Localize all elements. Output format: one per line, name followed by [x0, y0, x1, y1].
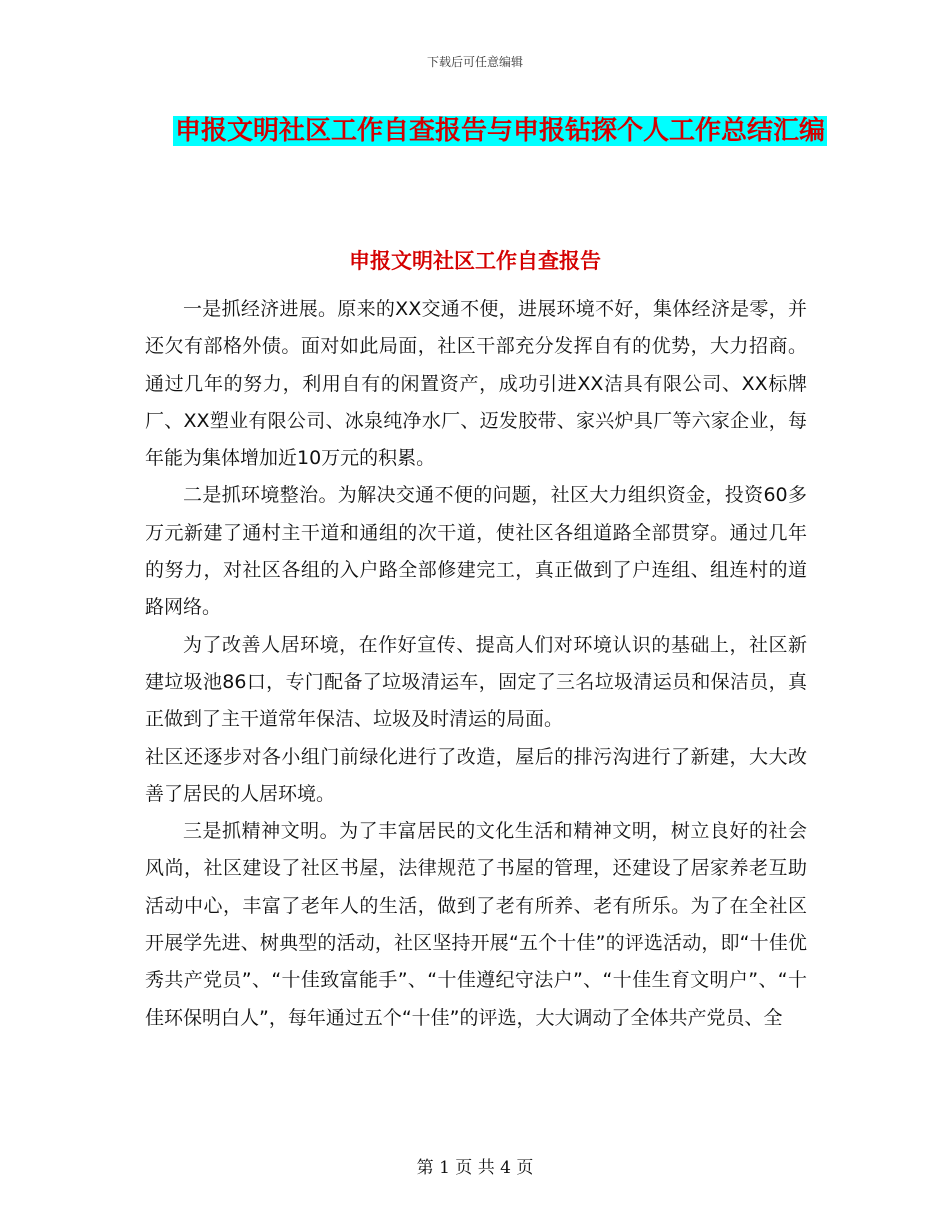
page-header-note: 下载后可任意编辑 [426, 55, 523, 69]
paragraph-economy: 一是抓经济进展。原来的XX交通不便，进展环境不好，集体经济是零，并还欠有部格外债。面对如此局面，社区干部充分发挥自有的优势，大力招商。通过几年的努力，利用自有的闲置资产，成功引进XX洁具有限公司、XX标牌厂、XX塑业有限公司、冰泉纯净水厂、迈发胶带、家兴炉具厂等六家企业，每年能为集体增加近10万元的积累。 [145, 298, 807, 470]
document-body [145, 291, 807, 1037]
paragraph-greening: 社区还逐步对各小组门前绿化进行了改造，屋后的排污沟进行了新建，大大改善了居民的人居环境。 [145, 745, 807, 805]
page-number-footer: 第 1 页 共 4 页 [416, 1158, 534, 1178]
document-title [150, 108, 850, 154]
paragraph-spiritual-civilization: 三是抓精神文明。为了丰富居民的文化生活和精神文明，树立良好的社会风尚，社区建设了社区书屋，法律规范了书屋的管理，还建设了居家养老互助活动中心，丰富了老年人的生活，做到了老有所养、老有所乐。为了在全社区开展学先进、树典型的活动，社区坚持开展“五个十佳”的评选活动，即“十佳优秀共产党员”、“十佳致富能手”、“十佳遵纪守法户”、“十佳生育文明户”、“十佳环保明白人”，每年通过五个“十佳”的评选，大大调动了全体共产党员、全 [145, 820, 807, 1029]
section-title: 申报文明社区工作自查报告 [349, 249, 601, 273]
paragraph-environment: 二是抓环境整治。为解决交通不便的问题，社区大力组织资金，投资60多万元新建了通村主干道和通组的次干道，使社区各组道路全部贯穿。通过几年的努力，对社区各组的入户路全部修建完工，真正做到了户连组、组连村的道路网络。 [145, 484, 807, 619]
paragraph-living-environment: 为了改善人居环境，在作好宣传、提高人们对环境认识的基础上，社区新建垃圾池86口，专门配备了垃圾清运车，固定了三名垃圾清运员和保洁员，真正做到了主干道常年保洁、垃圾及时清运的局面。 [145, 633, 807, 731]
document-title-text: 申报文明社区工作自查报告与申报钻探个人工作总结汇编 [174, 116, 825, 146]
